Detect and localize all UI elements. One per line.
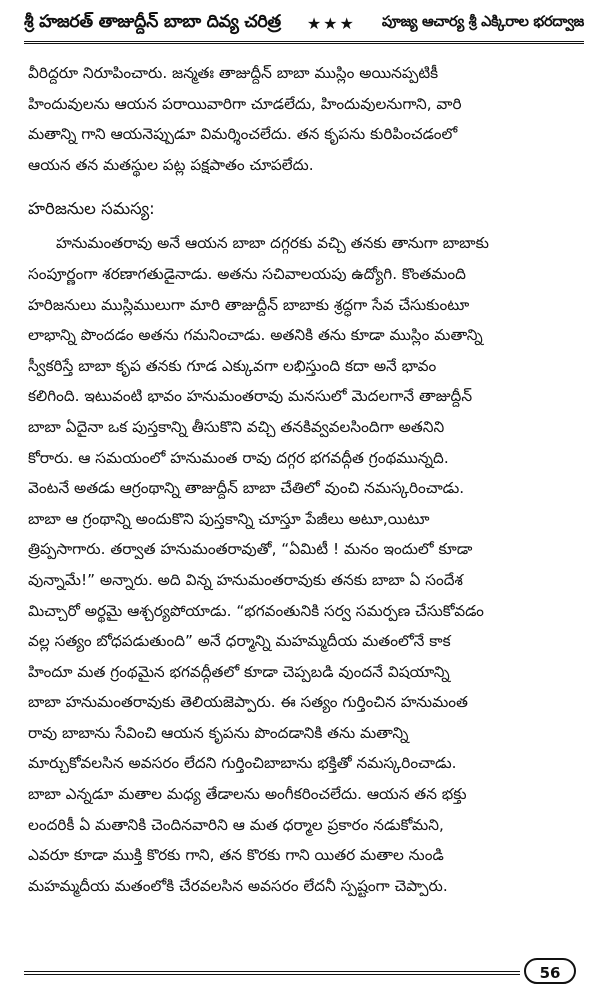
text-line: స్వీకరిస్తే బాబా కృప తనకు గూడ ఎక్కువగా లభిస్తుంది కదా అనే భావం <box>28 356 437 375</box>
text-line: బాబా ఏదైనా ఒక పుస్తకాన్ని తీసుకొని వచ్చి తనకివ్వవలసిందిగా అతనిని <box>28 417 445 436</box>
section-heading: హరిజనుల సమస్య: <box>28 199 155 219</box>
text-line: లందరికీ ఏ మతానికి చెందినవారిని ఆ మత ధర్మాల ప్రకారం నడుకోమని, <box>28 815 444 834</box>
text-line: హిందూ మత గ్రంథమైన భగవద్గీతలో కూడా చెప్పబడి వుందనే విషయాన్ని <box>28 662 450 681</box>
text-line: సంపూర్ణంగా శరణాగతుడైనాడు. అతను సచివాలయపు ఉద్యోగి. కొంతమంది <box>28 264 466 283</box>
page-number: 56 <box>524 958 576 984</box>
text-line: మహమ్మదీయ మతంలోకి చేరవలసిన అవసరం లేదనీ స్పష్టంగా చెప్పారు. <box>28 876 448 895</box>
text-line: మిచ్చారో అర్థమై ఆశ్చర్యపోయాడు. “భగవంతునికి సర్వ సమర్పణ చేసుకోవడం <box>28 601 484 620</box>
text-line: కోరారు. ఆ సమయంలో హనుమంత రావు దగ్గర భగవద్గీత గ్రంథమున్నది. <box>28 448 449 467</box>
page-footer <box>24 958 584 986</box>
footer-rule <box>24 971 520 975</box>
paragraph-1 <box>28 58 576 180</box>
book-title: శ్రీ హజరత్ తాజుద్దీన్ బాబా దివ్య చరిత్ర <box>24 11 281 32</box>
text-line: హనుమంతరావు అనే ఆయన బాబా దగ్గరకు వచ్చి తనకు తానుగా బాబాకు <box>56 234 489 253</box>
text-line: త్రిప్పసాగారు. తర్వాత హనుమంతరావుతో, “ఏమిటీ ! మనం ఇందులో కూడా <box>28 540 473 559</box>
text-line: హరిజనులు ముస్లిములుగా మారి తాజుద్దీన్ బాబాకు శ్రద్ధగా సేవ చేసుకుంటూ <box>28 295 470 314</box>
text-line: బాబా ఎన్నడూ మతాల మధ్య తేడాలను అంగీకరించలేదు. ఆయన తన భక్తు <box>28 785 467 804</box>
text-line: వీరిద్దరూ నిరూపించారు. జన్మతః తాజుద్దీన్ బాబా ముస్లిం అయినప్పటికీ <box>28 64 439 82</box>
text-line: వెంటనే అతడు ఆగ్రంథాన్ని తాజుద్దీన్ బాబా చేతిలో వుంచి నమస్కరించాడు. <box>28 479 465 498</box>
header-stars: ★★★ <box>306 14 356 33</box>
text-line: ఎవరూ కూడా ముక్తి కొరకు గాని, తన కొరకు గాని యితర మతాల నుండి <box>28 846 444 865</box>
paragraph-2 <box>28 228 576 901</box>
page-body <box>28 58 576 901</box>
text-line: హిందువులను ఆయన పరాయివారిగా చూడలేదు, హిందువులనుగాని, వారి <box>28 94 462 113</box>
text-line: ఆయన తన మతస్థుల పట్ల పక్షపాతం చూపలేదు. <box>28 155 314 174</box>
text-line: వున్నామే!” అన్నారు. అది విన్న హనుమంతరావుకు తనకు బాబా ఏ సందేశ <box>28 570 463 589</box>
text-line: బాబా ఆ గ్రంథాన్ని అందుకొని పుస్తకాన్ని చూస్తూ పేజీలు అటూ,యిటూ <box>28 509 430 528</box>
text-line: కలిగింది. ఇటువంటి భావం హనుమంతరావు మనసులో మెదలగానే తాజుద్దీన్ <box>28 387 473 406</box>
running-header <box>24 8 584 44</box>
text-line: మతాన్ని గాని ఆయనెప్పుడూ విమర్శించలేదు. తన కృపను కురిపించడంలో <box>28 125 458 144</box>
text-line: వల్ల సత్యం బోధపడుతుంది” అనే ధర్మాన్ని మహమ్మదీయ మతంలోనే కాక <box>28 632 451 651</box>
text-line: మార్చుకోవలసిన అవసరం లేదని గుర్తించిబాబాను భక్తితో నమస్కరించాడు. <box>28 754 457 773</box>
text-line: రావు బాబాను సేవించి ఆయన కృపను పొందడానికి తను మతాన్ని <box>28 723 409 742</box>
author-name: పూజ్య ఆచార్య శ్రీ ఎక్కిరాల భరద్వాజ <box>381 13 584 30</box>
text-line: లాభాన్ని పొందడం అతను గమనించాడు. అతనికి తను కూడా ముస్లిం మతాన్ని <box>28 326 483 345</box>
text-line: బాబా హనుమంతరావుకు తెలియజెప్పారు. ఈ సత్యం గుర్తించిన హనుమంత <box>28 693 468 712</box>
